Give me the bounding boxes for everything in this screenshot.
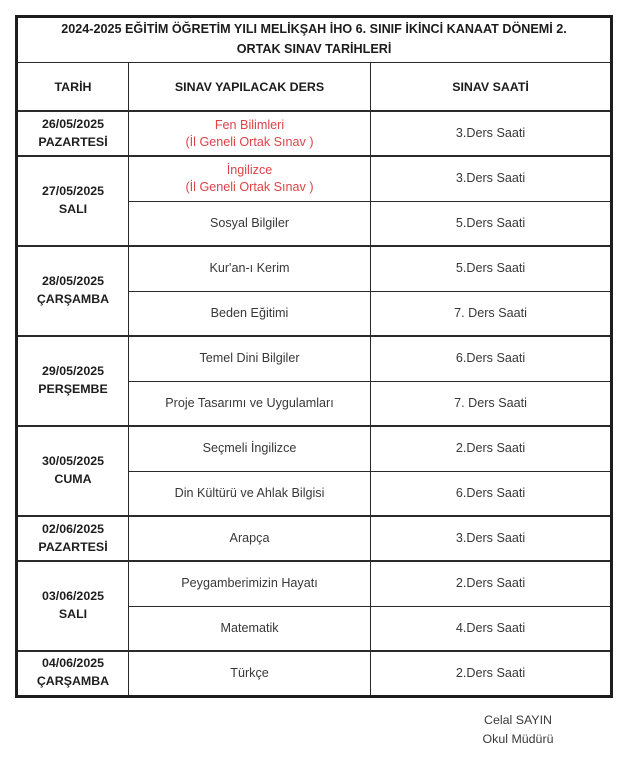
time-cell: 2.Ders Saati — [371, 561, 612, 606]
day-text: ÇARŞAMBA — [36, 674, 110, 689]
exam-row — [17, 516, 612, 561]
date-cell — [17, 516, 129, 561]
subject-name: Proje Tasarımı ve Uygulamları — [165, 395, 334, 410]
day-text: ÇARŞAMBA — [36, 292, 110, 306]
subject-note: (İl Geneli Ortak Sınav ) — [185, 134, 314, 149]
exam-row — [17, 246, 612, 291]
subject-name: Sosyal Bilgiler — [209, 215, 290, 230]
subject-name: Peygamberimizin Hayatı — [181, 576, 318, 591]
subject-name: Fen Bilimleri — [214, 117, 285, 132]
table-body — [17, 111, 612, 696]
subject-cell — [129, 606, 371, 651]
day-text: PAZARTESİ — [38, 134, 108, 149]
subject-name: Temel Dini Bilgiler — [199, 351, 300, 366]
time-cell: 5.Ders Saati — [371, 246, 612, 291]
subject-cell — [129, 246, 371, 291]
subject-name: Seçmeli İngilizce — [202, 441, 297, 456]
subject-cell — [129, 111, 371, 156]
column-header-date: TARİH — [17, 63, 129, 112]
date-cell — [17, 651, 129, 696]
subject-name: Matematik — [220, 620, 279, 635]
date-text: 04/06/2025 — [41, 656, 104, 671]
time-cell: 2.Ders Saati — [371, 651, 612, 696]
date-cell — [17, 246, 129, 336]
subject-name: Beden Eğitimi — [210, 305, 289, 320]
signature-title: Okul Müdürü — [482, 732, 554, 747]
subject-name: Arapça — [229, 531, 270, 545]
table-title-row — [17, 17, 612, 63]
exam-row — [17, 336, 612, 381]
exam-schedule-table — [15, 15, 613, 698]
exam-row — [17, 651, 612, 696]
date-text: 29/05/2025 — [41, 364, 104, 379]
signature-block — [448, 711, 588, 749]
time-cell: 3.Ders Saati — [371, 156, 612, 201]
subject-cell — [129, 651, 371, 696]
subject-name: Din Kültürü ve Ahlak Bilgisi — [174, 485, 325, 500]
subject-name: Türkçe — [230, 665, 269, 680]
subject-name: İngilizce — [226, 162, 273, 177]
date-cell — [17, 336, 129, 426]
table-header-row — [17, 63, 612, 112]
time-cell: 3.Ders Saati — [371, 111, 612, 156]
exam-row — [17, 561, 612, 606]
day-text: PAZARTESİ — [38, 539, 108, 554]
column-header-subject: SINAV YAPILACAK DERS — [129, 63, 371, 112]
date-text: 27/05/2025 — [41, 184, 104, 199]
subject-cell — [129, 336, 371, 381]
time-cell: 7. Ders Saati — [371, 291, 612, 336]
time-cell: 5.Ders Saati — [371, 201, 612, 246]
date-text: 28/05/2025 — [41, 274, 104, 289]
subject-cell — [129, 201, 371, 246]
column-header-time: SINAV SAATİ — [371, 63, 612, 112]
time-cell: 3.Ders Saati — [371, 516, 612, 561]
date-cell — [17, 426, 129, 516]
subject-cell — [129, 291, 371, 336]
time-cell: 6.Ders Saati — [371, 471, 612, 516]
subject-cell — [129, 516, 371, 561]
exam-row — [17, 156, 612, 201]
time-cell: 2.Ders Saati — [371, 426, 612, 471]
subject-cell — [129, 156, 371, 201]
date-text: 26/05/2025 — [41, 116, 104, 131]
subject-cell — [129, 381, 371, 426]
date-text: 30/05/2025 — [41, 454, 104, 469]
time-cell: 7. Ders Saati — [371, 381, 612, 426]
date-text: 03/06/2025 — [41, 589, 104, 604]
table-title: 2024-2025 EĞİTİM ÖĞRETİM YILI MELİKŞAH İHO 6. SINIF İKİNCİ KANAAT DÖNEMİ 2. ORTAK SINAV TARİHLERİ — [17, 17, 612, 63]
signature-name: Celal SAYIN — [484, 713, 552, 727]
day-text: CUMA — [54, 472, 92, 486]
day-text: PERŞEMBE — [38, 382, 108, 396]
subject-cell — [129, 471, 371, 516]
day-text: SALI — [58, 202, 88, 216]
exam-row — [17, 426, 612, 471]
date-text: 02/06/2025 — [41, 521, 104, 536]
time-cell: 4.Ders Saati — [371, 606, 612, 651]
time-cell: 6.Ders Saati — [371, 336, 612, 381]
day-text: SALI — [58, 607, 88, 621]
subject-name: Kur'an-ı Kerim — [209, 261, 290, 276]
subject-cell — [129, 561, 371, 606]
date-cell — [17, 561, 129, 651]
subject-cell — [129, 426, 371, 471]
date-cell — [17, 111, 129, 156]
exam-row — [17, 111, 612, 156]
date-cell — [17, 156, 129, 246]
subject-note: (İl Geneli Ortak Sınav ) — [185, 179, 314, 194]
